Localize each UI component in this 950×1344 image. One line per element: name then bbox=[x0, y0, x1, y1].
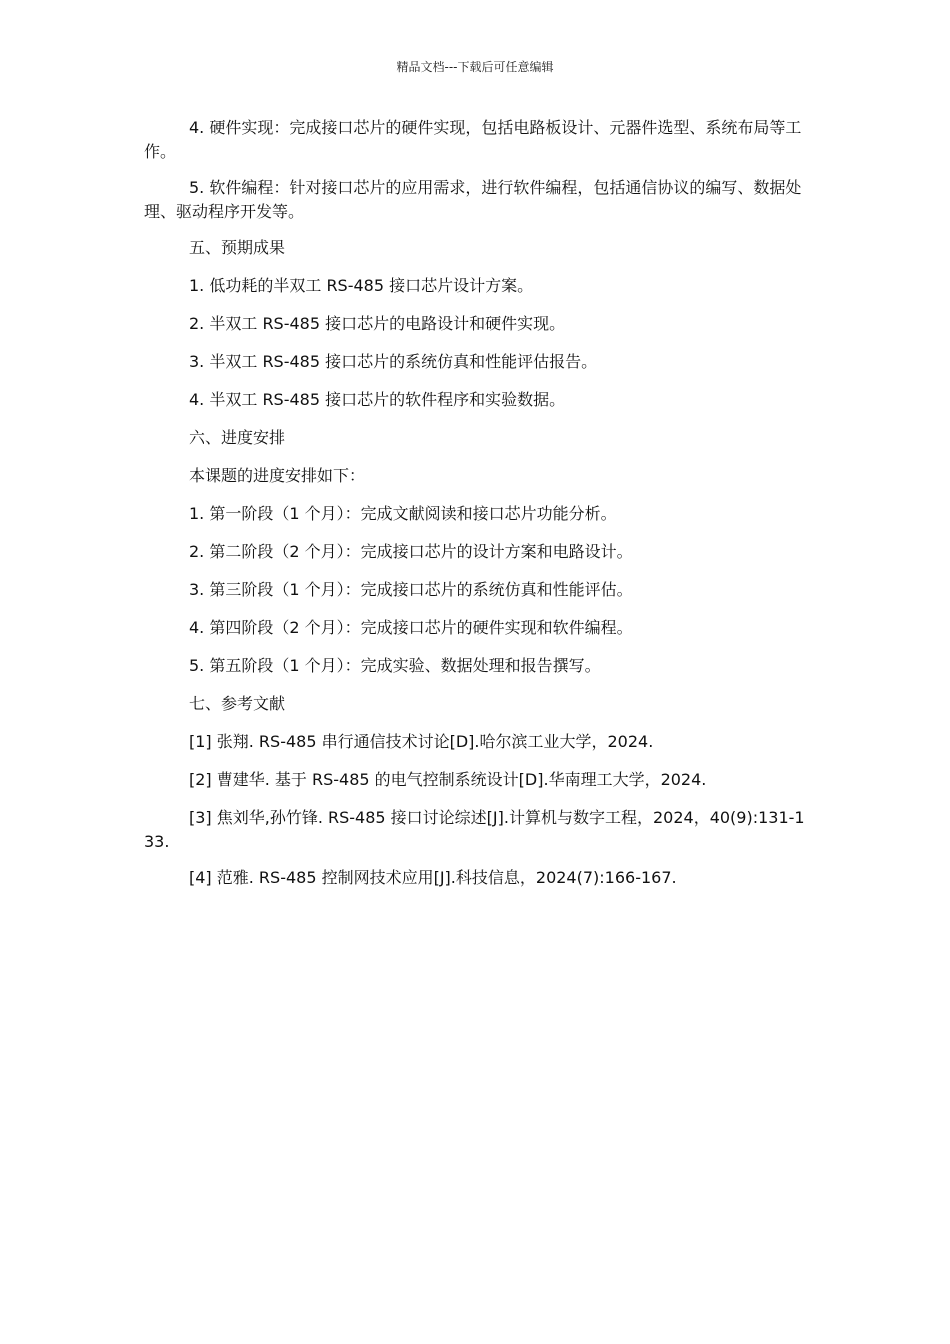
list-item: 4. 第四阶段（2 个月）：完成接口芯片的硬件实现和软件编程。 bbox=[189, 618, 633, 637]
section-heading-expected-results: 五、预期成果 bbox=[189, 238, 286, 257]
list-item: 3. 第三阶段（1 个月）：完成接口芯片的系统仿真和性能评估。 bbox=[189, 580, 633, 599]
paragraph-schedule-intro: 本课题的进度安排如下： bbox=[189, 466, 366, 485]
list-item: 4. 半双工 RS-485 接口芯片的软件程序和实验数据。 bbox=[189, 390, 566, 409]
reference-item: [3] 焦刘华,孙竹锋. RS-485 接口讨论综述[J].计算机与数字工程，2024，40(9):131-133. bbox=[144, 808, 805, 851]
reference-item: [4] 范雅. RS-485 控制网技术应用[J].科技信息，2024(7):166-167. bbox=[189, 868, 677, 887]
list-item: 1. 低功耗的半双工 RS-485 接口芯片设计方案。 bbox=[189, 276, 534, 295]
section-heading-schedule: 六、进度安排 bbox=[189, 428, 286, 447]
list-item: 2. 第二阶段（2 个月）：完成接口芯片的设计方案和电路设计。 bbox=[189, 542, 633, 561]
list-item: 5. 第五阶段（1 个月）：完成实验、数据处理和报告撰写。 bbox=[189, 656, 601, 675]
reference-item: [1] 张翔. RS-485 串行通信技术讨论[D].哈尔滨工业大学，2024. bbox=[189, 732, 654, 751]
list-item: 2. 半双工 RS-485 接口芯片的电路设计和硬件实现。 bbox=[189, 314, 566, 333]
page-header: 精品文档---下载后可任意编辑 bbox=[396, 60, 554, 74]
reference-item: [2] 曹建华. 基于 RS-485 的电气控制系统设计[D].华南理工大学，2024. bbox=[189, 770, 707, 789]
list-item: 1. 第一阶段（1 个月）：完成文献阅读和接口芯片功能分析。 bbox=[189, 504, 617, 523]
paragraph-software: 5. 软件编程：针对接口芯片的应用需求，进行软件编程，包括通信协议的编写、数据处理、驱动程序开发等。 bbox=[144, 178, 802, 221]
section-heading-references: 七、参考文献 bbox=[189, 694, 286, 713]
document-body bbox=[144, 116, 806, 890]
list-item: 3. 半双工 RS-485 接口芯片的系统仿真和性能评估报告。 bbox=[189, 352, 598, 371]
paragraph-hardware: 4. 硬件实现：完成接口芯片的硬件实现，包括电路板设计、元器件选型、系统布局等工作。 bbox=[144, 118, 802, 161]
